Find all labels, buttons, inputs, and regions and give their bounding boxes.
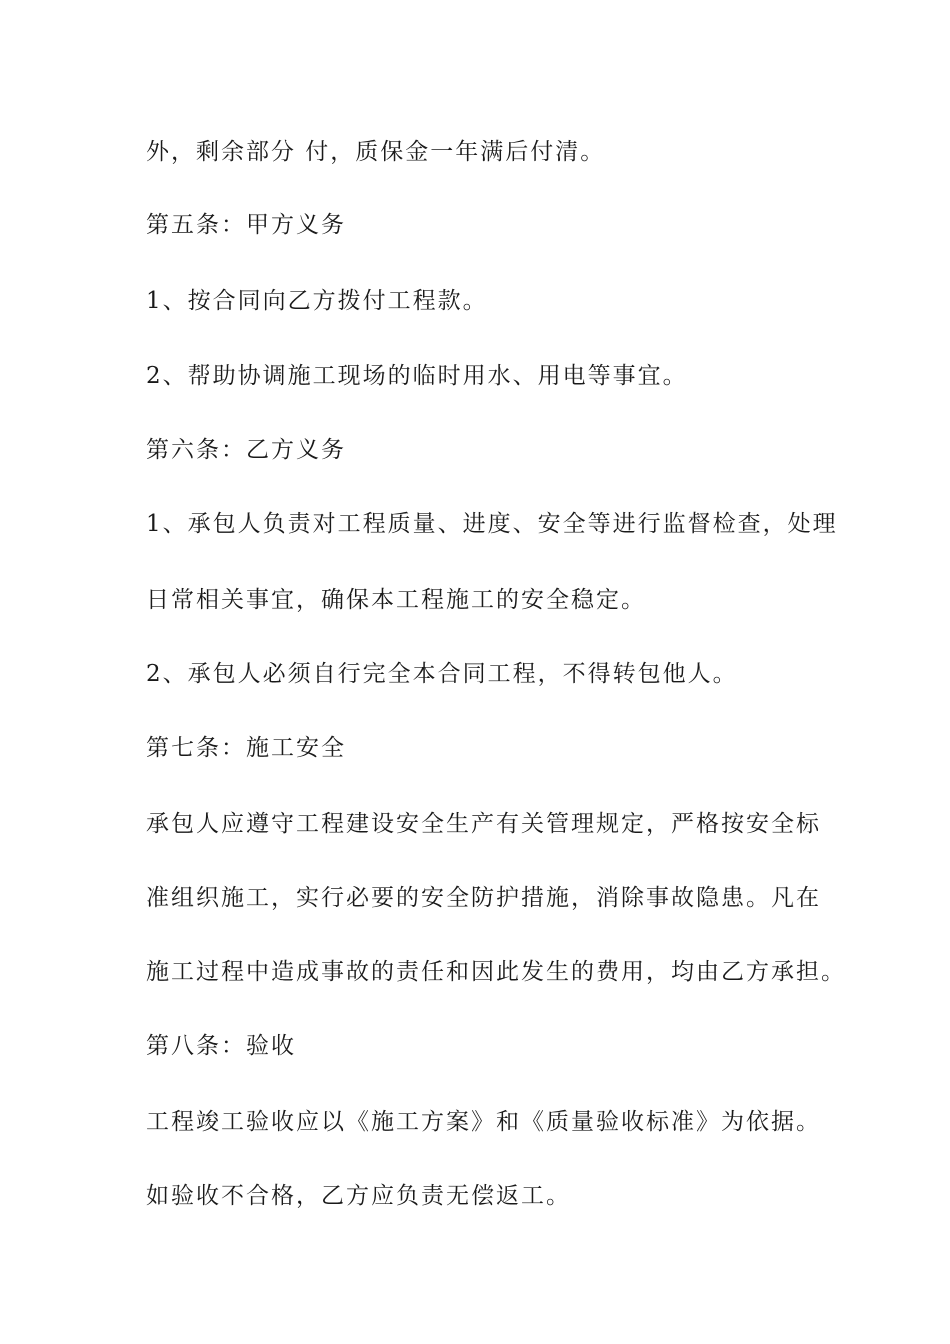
article-7-text-line-2: 准组织施工，实行必要的安全防护措施，消除事故隐患。凡在 [146, 885, 821, 911]
article-7-text-line-3: 施工过程中造成事故的责任和因此发生的费用，均由乙方承担。 [146, 959, 846, 985]
paragraph-payment-continuation: 外，剩余部分 付，质保金一年满后付清。 [146, 139, 606, 165]
article-6-item-2: 2、承包人必须自行完全本合同工程，不得转包他人。 [146, 661, 738, 687]
article-8-text-line-1: 工程竣工验收应以《施工方案》和《质量验收标准》为依据。 [146, 1109, 821, 1135]
article-5-item-1: 1、按合同向乙方拨付工程款。 [146, 288, 488, 314]
article-6-item-1-line-1: 1、承包人负责对工程质量、进度、安全等进行监督检查，处理 [146, 511, 838, 537]
article-7-heading: 第七条：施工安全 [146, 735, 346, 761]
article-6-item-1-line-2: 日常相关事宜，确保本工程施工的安全稳定。 [146, 587, 646, 613]
article-8-text-line-2: 如验收不合格，乙方应负责无偿返工。 [146, 1183, 571, 1209]
article-6-heading: 第六条：乙方义务 [146, 437, 346, 463]
article-8-heading: 第八条：验收 [146, 1033, 296, 1059]
article-5-heading: 第五条：甲方义务 [146, 212, 346, 238]
article-5-item-2: 2、帮助协调施工现场的临时用水、用电等事宜。 [146, 363, 688, 389]
article-7-text-line-1: 承包人应遵守工程建设安全生产有关管理规定，严格按安全标 [146, 811, 821, 837]
